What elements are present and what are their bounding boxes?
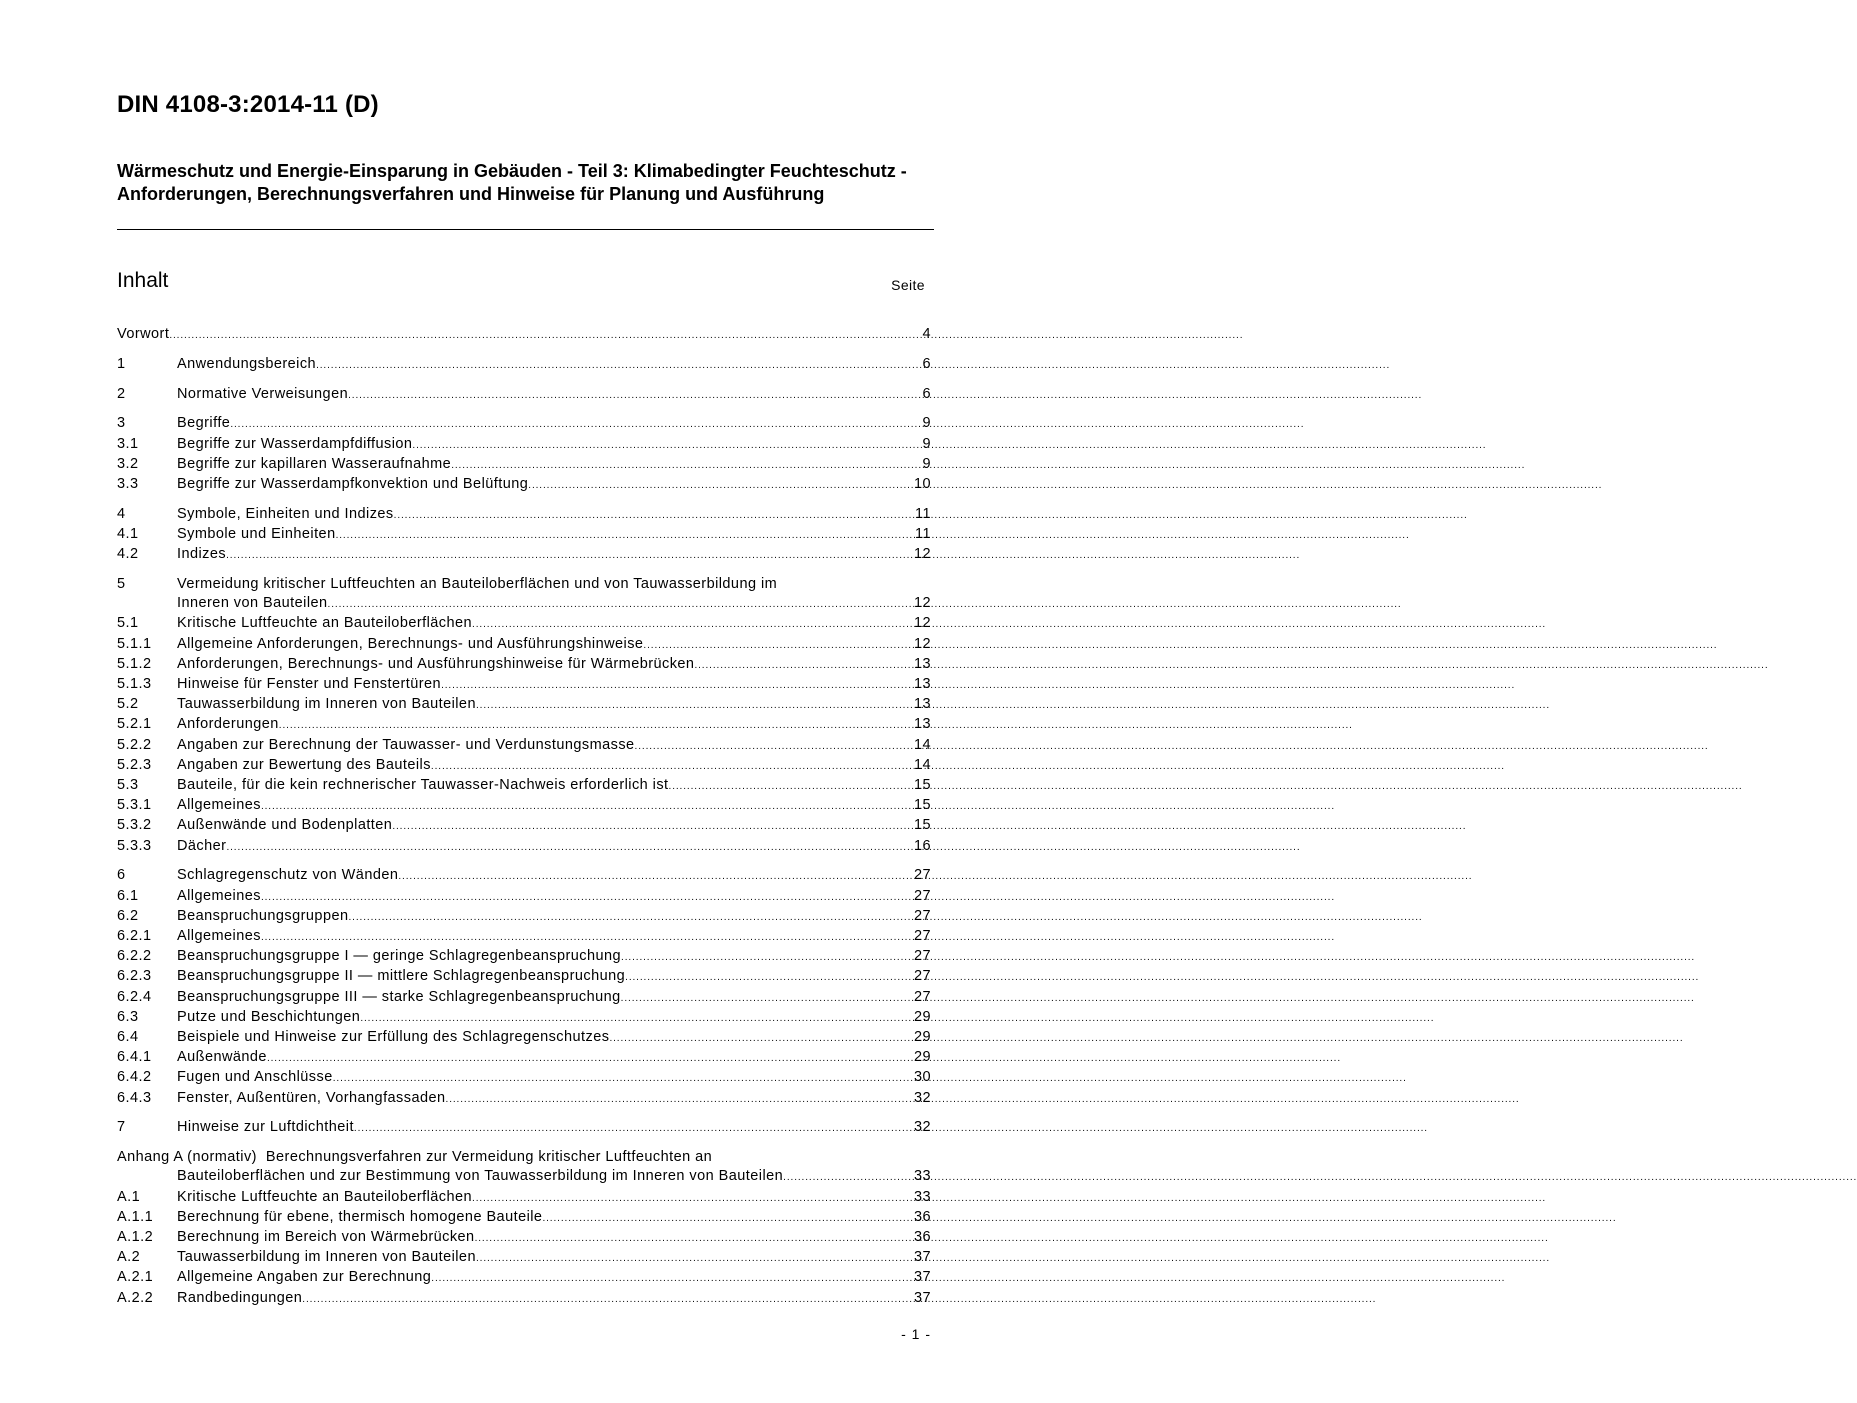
- toc-entry[interactable]: [117, 927, 931, 947]
- toc-entry[interactable]: [117, 455, 931, 475]
- toc-entry-title: Tauwasserbildung im Inneren von Bauteilen: [177, 1249, 476, 1266]
- table-of-contents: [117, 325, 931, 1309]
- toc-entry-number: 3.2: [117, 455, 139, 472]
- toc-entry-page: 36: [913, 1208, 931, 1225]
- toc-entry[interactable]: [117, 1028, 931, 1048]
- toc-entry[interactable]: [117, 1118, 931, 1138]
- title-divider: [117, 229, 934, 230]
- toc-entry-number: 3: [117, 415, 126, 432]
- toc-entry-title: Beanspruchungsgruppen: [177, 907, 349, 924]
- toc-entry-title: Putze und Beschichtungen: [177, 1008, 361, 1025]
- toc-entry-page: 33: [913, 1168, 931, 1185]
- toc-entry-title: Bauteile, für die kein rechnerischer Tauwasser-Nachweis erforderlich ist: [177, 777, 669, 794]
- toc-entry-page: 13: [913, 655, 931, 672]
- toc-entry-title: Kritische Luftfeuchte an Bauteiloberflächen: [177, 1188, 473, 1205]
- toc-entry-continuation[interactable]: [117, 594, 931, 614]
- toc-entry-title-continued: Bauteiloberflächen und zur Bestimmung von Tauwasserbildung im Inneren von Bauteilen: [177, 1168, 784, 1185]
- toc-entry-number: 5.3.2: [117, 817, 152, 834]
- toc-entry-page: 27: [913, 948, 931, 965]
- toc-entry-number: A.2.1: [117, 1269, 154, 1286]
- toc-entry-page: 27: [913, 907, 931, 924]
- toc-entry[interactable]: [117, 1048, 931, 1068]
- toc-entry-page: 27: [913, 968, 931, 985]
- toc-entry-page: 15: [913, 817, 931, 834]
- toc-entry-number: 6.2: [117, 907, 139, 924]
- toc-entry-multiline[interactable]: [117, 1148, 931, 1167]
- toc-entry-number: 5.3.1: [117, 797, 152, 814]
- toc-entry-page: 14: [913, 736, 931, 753]
- toc-entry-title: Fugen und Anschlüsse: [177, 1069, 333, 1086]
- toc-entry[interactable]: [117, 414, 931, 434]
- toc-entry[interactable]: [117, 866, 931, 886]
- toc-entry-title: Berechnung im Bereich von Wärmebrücken: [177, 1229, 475, 1246]
- toc-entry-page: 27: [913, 867, 931, 884]
- document-subtitle: Wärmeschutz und Energie-Einsparung in Gebäuden - Teil 3: Klimabedingter Feuchteschutz - Anforderungen, Berechnungsverfahren und Hinweise für Planung und Ausführung: [117, 161, 907, 204]
- toc-entry-title: Angaben zur Bewertung des Bauteils: [177, 756, 431, 773]
- toc-entry-page: 12: [913, 595, 931, 612]
- toc-entry-page: 12: [913, 615, 931, 632]
- toc-entry-page: 27: [913, 887, 931, 904]
- toc-entry-number: 5.1.1: [117, 635, 152, 652]
- toc-entry-title-continued: Inneren von Bauteilen: [177, 595, 328, 612]
- toc-entry-number: 5.2.3: [117, 756, 152, 773]
- toc-entry[interactable]: [117, 545, 931, 565]
- toc-entry-number: 7: [117, 1119, 126, 1136]
- toc-entry[interactable]: [117, 907, 931, 927]
- document-title: DIN 4108-3:2014-11 (D): [117, 91, 379, 118]
- toc-entry[interactable]: [117, 988, 931, 1008]
- toc-entry-page: 11: [915, 505, 931, 522]
- toc-entry-number: 5: [117, 576, 126, 592]
- toc-entry-title: Begriffe zur Wasserdampfkonvektion und Belüftung: [177, 476, 529, 492]
- toc-entry[interactable]: [117, 475, 931, 495]
- toc-entry[interactable]: [117, 1008, 931, 1028]
- toc-entry[interactable]: [117, 635, 931, 655]
- toc-entry-number: 2: [117, 385, 126, 402]
- toc-entry-number: 5.2: [117, 696, 139, 713]
- toc-entry-number: 5.3: [117, 777, 139, 794]
- toc-entry-page: 13: [913, 696, 931, 713]
- toc-entry-page: 9: [922, 415, 931, 432]
- toc-entry-number: A.1.2: [117, 1229, 154, 1246]
- toc-entry-title: Vorwort: [117, 326, 170, 342]
- toc-entry-number: 5.1.2: [117, 655, 152, 672]
- toc-entry-page: 6: [922, 355, 931, 372]
- toc-entry[interactable]: [117, 505, 931, 525]
- toc-entry-page: 29: [913, 1029, 931, 1046]
- toc-entry-page: 15: [913, 797, 931, 814]
- toc-entry-number: 6.2.3: [117, 968, 152, 985]
- toc-entry-page: 9: [922, 435, 931, 452]
- toc-entry-page: 13: [913, 716, 931, 733]
- toc-entry-page: 9: [922, 455, 931, 472]
- toc-entry-page: 27: [913, 928, 931, 945]
- toc-entry-page: 16: [913, 837, 931, 854]
- toc-entry-title: Anforderungen, Berechnungs- und Ausführungshinweise für Wärmebrücken: [177, 655, 695, 672]
- toc-entry[interactable]: [117, 1208, 931, 1228]
- toc-entry-number: 5.2.2: [117, 736, 152, 753]
- toc-entry-title: Allgemeine Angaben zur Berechnung: [177, 1269, 432, 1286]
- toc-heading: Inhalt: [117, 269, 169, 292]
- toc-entry[interactable]: [117, 525, 931, 545]
- toc-entry-page: 32: [913, 1119, 931, 1136]
- page-number: - 1 -: [901, 1326, 931, 1342]
- toc-entry[interactable]: [117, 947, 931, 967]
- toc-entry[interactable]: [117, 435, 931, 455]
- toc-entry[interactable]: [117, 1268, 931, 1288]
- toc-entry-number: 6.1: [117, 887, 139, 904]
- toc-entry-page: 29: [913, 1008, 931, 1025]
- toc-entry-title: Indizes: [177, 546, 227, 563]
- toc-entry-number: 6.3: [117, 1008, 139, 1025]
- toc-entry-number: 6: [117, 867, 126, 884]
- toc-entry[interactable]: [117, 1068, 931, 1088]
- toc-entry-title: Symbole, Einheiten und Indizes: [177, 505, 394, 522]
- toc-entry-number: 6.4: [117, 1029, 139, 1046]
- toc-entry[interactable]: [117, 614, 931, 634]
- toc-entry[interactable]: [117, 756, 931, 776]
- toc-entry-page: 37: [913, 1269, 931, 1286]
- toc-entry-page: 14: [913, 756, 931, 773]
- toc-entry-vorwort[interactable]: [117, 325, 931, 345]
- toc-entry-number: A.2.2: [117, 1289, 154, 1306]
- toc-entry-number: 6.4.3: [117, 1089, 152, 1106]
- toc-entry-number: 5.3.3: [117, 837, 152, 854]
- toc-entry-title: Fenster, Außentüren, Vorhangfassaden: [177, 1089, 446, 1106]
- toc-entry[interactable]: [117, 776, 931, 796]
- toc-entry-title: Begriffe zur Wasserdampfdiffusion: [177, 435, 413, 452]
- toc-entry-title: Schlagregenschutz von Wänden: [177, 867, 399, 884]
- toc-entry[interactable]: [117, 385, 931, 405]
- toc-entry-number: 6.4.2: [117, 1069, 152, 1086]
- toc-entry-number: 3.3: [117, 476, 139, 492]
- toc-entry-number: 1: [117, 355, 126, 372]
- toc-entry[interactable]: [117, 796, 931, 816]
- toc-entry-title: Beanspruchungsgruppe I — geringe Schlagregenbeanspruchung: [177, 948, 622, 965]
- toc-entry-number: A.1.1: [117, 1208, 154, 1225]
- toc-entry[interactable]: [117, 715, 931, 735]
- toc-entry-page: 37: [913, 1249, 931, 1266]
- toc-entry-page: 11: [915, 526, 931, 542]
- page-column-label: Seite: [891, 277, 925, 293]
- toc-entry-title: Berechnung für ebene, thermisch homogene Bauteile: [177, 1208, 543, 1225]
- toc-entry-title: Begriffe: [177, 415, 231, 432]
- toc-entry-multiline[interactable]: [117, 575, 931, 594]
- toc-entry-title: Hinweise zur Luftdichtheit: [177, 1119, 354, 1136]
- toc-entry-number: A.2: [117, 1249, 141, 1266]
- toc-entry-number: 5.2.1: [117, 716, 152, 733]
- toc-entry[interactable]: [117, 1289, 931, 1309]
- toc-entry-title: Allgemeine Anforderungen, Berechnungs- und Ausführungshinweise: [177, 635, 644, 652]
- toc-entry-number: 4.1: [117, 526, 139, 542]
- toc-entry-title: Normative Verweisungen: [177, 385, 349, 402]
- toc-entry[interactable]: [117, 967, 931, 987]
- toc-entry-title: Kritische Luftfeuchte an Bauteiloberflächen: [177, 615, 473, 632]
- toc-entry-number: 4.2: [117, 546, 139, 563]
- toc-entry-page: 27: [913, 988, 931, 1005]
- toc-entry-number: Anhang A (normativ): [117, 1149, 257, 1166]
- toc-entry[interactable]: [117, 1188, 931, 1208]
- toc-entry-title: Allgemeines: [177, 797, 261, 814]
- toc-entry-number: 6.4.1: [117, 1049, 152, 1066]
- toc-entry[interactable]: [117, 816, 931, 836]
- toc-entry-title: Dächer: [177, 837, 227, 854]
- toc-entry-title: Anforderungen: [177, 716, 279, 733]
- toc-entry-number: 3.1: [117, 435, 139, 452]
- toc-entry-page: 15: [913, 777, 931, 794]
- toc-entry-number: 5.1: [117, 615, 139, 632]
- toc-entry-page: 30: [913, 1069, 931, 1086]
- toc-entry[interactable]: [117, 837, 931, 857]
- toc-entry-title: Anwendungsbereich: [177, 355, 317, 372]
- toc-entry[interactable]: [117, 355, 931, 375]
- toc-entry-page: 33: [913, 1188, 931, 1205]
- toc-entry-title: Randbedingungen: [177, 1289, 303, 1306]
- toc-entry-title: Begriffe zur kapillaren Wasseraufnahme: [177, 455, 452, 472]
- toc-entry-page: 29: [913, 1049, 931, 1066]
- toc-entry[interactable]: [117, 887, 931, 907]
- toc-entry[interactable]: [117, 1228, 931, 1248]
- toc-entry-title: Allgemeines: [177, 928, 261, 945]
- toc-entry-title: Hinweise für Fenster und Fenstertüren: [177, 676, 442, 693]
- toc-entry-page: 32: [913, 1089, 931, 1106]
- toc-entry-title: Angaben zur Berechnung der Tauwasser- und Verdunstungsmasse: [177, 736, 635, 753]
- toc-entry-title: Symbole und Einheiten: [177, 526, 336, 542]
- toc-entry-number: 6.2.4: [117, 988, 152, 1005]
- toc-entry-number: 6.2.2: [117, 948, 152, 965]
- toc-entry-title: Außenwände: [177, 1049, 267, 1066]
- toc-entry-title: Beanspruchungsgruppe II — mittlere Schlagregenbeanspruchung: [177, 968, 626, 985]
- toc-entry-title: Beanspruchungsgruppe III — starke Schlagregenbeanspruchung: [177, 988, 621, 1005]
- toc-entry-title: Außenwände und Bodenplatten: [177, 817, 393, 834]
- toc-entry-page: 36: [913, 1229, 931, 1246]
- toc-entry[interactable]: [117, 675, 931, 695]
- toc-entry[interactable]: [117, 1248, 931, 1268]
- toc-entry-page: 37: [913, 1289, 931, 1306]
- toc-entry-continuation[interactable]: [117, 1167, 931, 1187]
- toc-entry-title: Vermeidung kritischer Luftfeuchten an Bauteiloberflächen und von Tauwasserbildung im: [177, 576, 778, 592]
- toc-entry-title: Tauwasserbildung im Inneren von Bauteilen: [177, 696, 476, 713]
- toc-entry[interactable]: [117, 1089, 931, 1109]
- toc-entry-title: Beispiele und Hinweise zur Erfüllung des Schlagregenschutzes: [177, 1029, 610, 1046]
- toc-entry-title: Berechnungsverfahren zur Vermeidung kritischer Luftfeuchten an: [265, 1149, 713, 1166]
- toc-entry-page: 12: [913, 635, 931, 652]
- toc-entry-page: 6: [922, 385, 931, 402]
- toc-entry[interactable]: [117, 695, 931, 715]
- toc-entry-page: 4: [922, 326, 931, 342]
- toc-entry-page: 13: [913, 676, 931, 693]
- toc-entry-title: Allgemeines: [177, 887, 261, 904]
- toc-entry-number: 5.1.3: [117, 676, 152, 693]
- toc-entry[interactable]: [117, 736, 931, 756]
- toc-entry-number: 4: [117, 505, 126, 522]
- toc-entry-number: A.1: [117, 1188, 141, 1205]
- toc-entry-page: 10: [913, 476, 931, 492]
- toc-entry-page: 12: [913, 546, 931, 563]
- toc-entry-number: 6.2.1: [117, 928, 152, 945]
- toc-entry[interactable]: [117, 655, 931, 675]
